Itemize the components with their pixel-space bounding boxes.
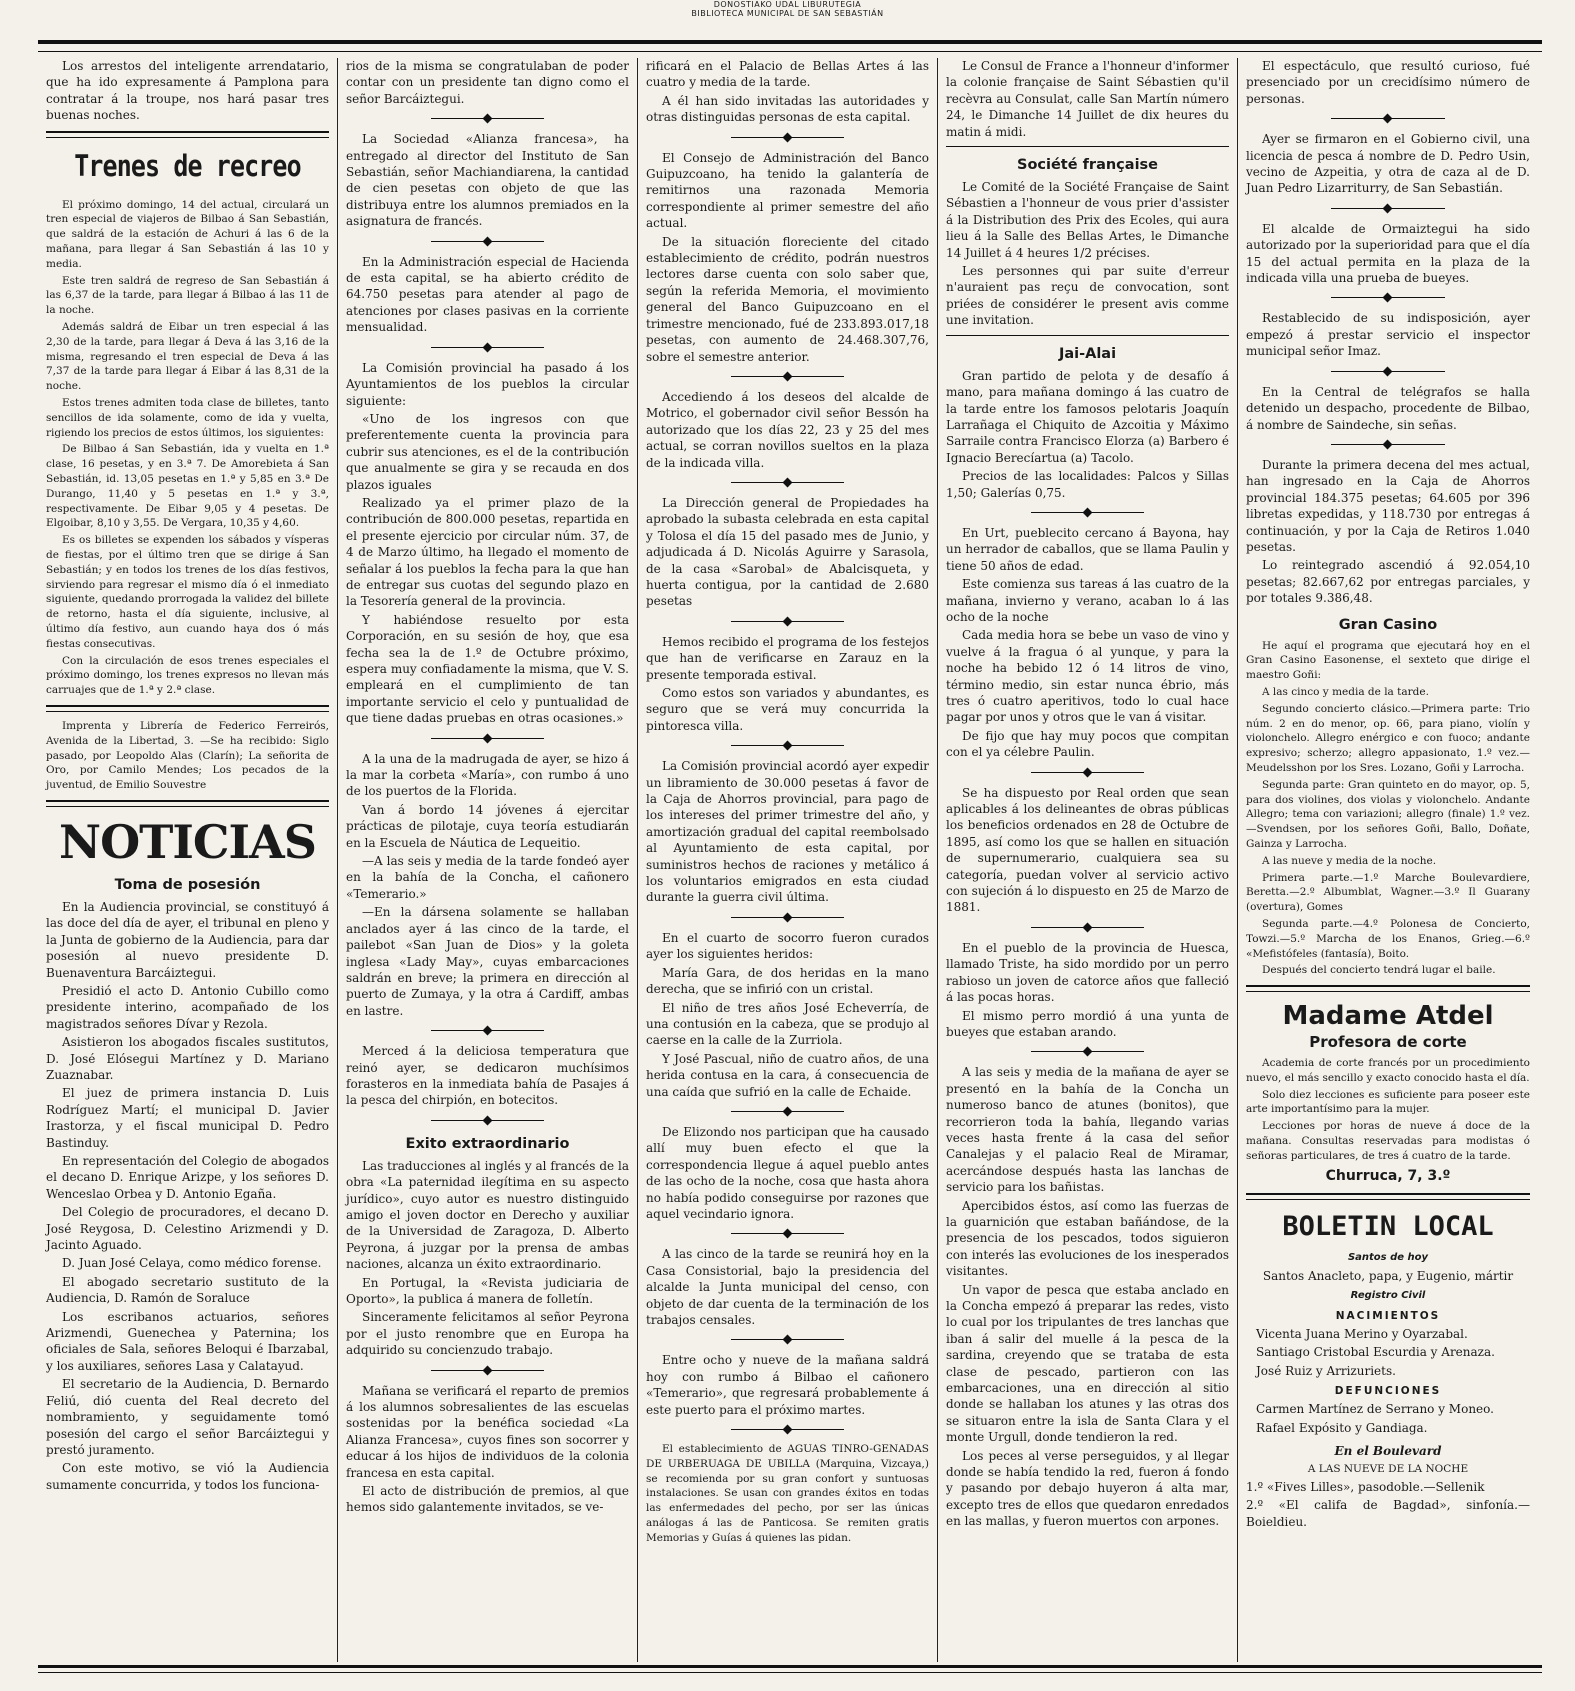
article-paragraph: Ayer se firmaron en el Gobierno civil, una licencia de pesca á nombre de D. Pedro Usin, vecino de Azpeitia, y otra de caza al de D. Juan Pedro Lizarriturry, de San Sebastián. bbox=[1246, 132, 1530, 196]
article-paragraph: En Portugal, la «Revista judiciaria de Oporto», la publica á manera de folletín. bbox=[346, 1275, 629, 1306]
article-paragraph: Sinceramente felicitamos al señor Peyrona por el justo renombre que en Europa ha adquirido su concienzudo trabajo. bbox=[346, 1310, 629, 1358]
column-3 bbox=[638, 58, 938, 1662]
santos-text: Santos Anacleto, papa, y Eugenio, mártir bbox=[1262, 1268, 1514, 1283]
ornament-divider bbox=[1331, 293, 1445, 303]
boulevard-item: 1.º «Fives Lilles», pasodoble.—Sellenik bbox=[1246, 1479, 1485, 1494]
article-paragraph: La Comisión provincial ha pasado á los Ayuntamientos de los pueblos la circular siguiente: bbox=[346, 360, 629, 408]
article-paragraph: rios de la misma se congratulaban de poder contar con un presidente tan digno como el señor Barcáiztegui. bbox=[346, 59, 629, 106]
article-paragraph: A las cinco y media de la tarde. bbox=[1262, 685, 1429, 698]
ornament-divider bbox=[731, 478, 844, 488]
ornament-divider bbox=[731, 617, 844, 627]
article-paragraph: En la Central de telégrafos se halla detenido un despacho, procedente de Bilbao, á nombre de Saindeche, sin señas. bbox=[1246, 384, 1530, 432]
article-paragraph: Los escribanos actuarios, señores Arizmendi, Guenechea y Paternina; los oficiales de Sala, señores Beloqui é Ibarzabal, y los auxiliares, señores Lasa y Calatayud. bbox=[46, 1309, 329, 1373]
ornament-divider bbox=[1031, 768, 1144, 778]
madame-heading: Madame Atdel bbox=[1282, 1001, 1494, 1032]
article-paragraph: A las cinco de la tarde se reunirá hoy en la Casa Consistorial, bajo la presidencia del alcalde la Junta municipal del censo, con objeto de dar cuenta de la terminación de los trabajos censales. bbox=[646, 1247, 929, 1327]
divider bbox=[1246, 985, 1530, 992]
article-paragraph: El juez de primera instancia D. Luis Rodríguez Martí; el municipal D. Javier Irastorza, y el fiscal municipal D. Pedro Bastinduy. bbox=[46, 1086, 329, 1150]
article-paragraph: El próximo domingo, 14 del actual, circulará un tren especial de viajeros de Bilbao á San Sebastián, que saldrá de la estación de Achuri á las 6 de la mañana, para llegar á San Sebastián á las 10 y media. bbox=[46, 198, 329, 270]
article-paragraph: Un vapor de pesca que estaba anclado en la Concha empezó á preparar las redes, visto lo cual por los tripulantes de tres lanchas que iban á salir del muelle á la pesca de la sardina, creyendo que se trataba de esta clase de pescado, partieron con las embarcaciones, una en dirección al sitio donde se hallaban los atunes y las otras dos se situaron entre la isla de Santa Clara y el monte Urgull, donde tendieron la red. bbox=[946, 1282, 1229, 1445]
article-paragraph: De fijo que hay muy pocos que compitan con el ya célebre Paulin. bbox=[946, 728, 1229, 760]
article-paragraph: Además saldrá de Eibar un tren especial á las 2,30 de la tarde, para llegar á Deva á las 3,16 de la misma, regresando el tren especial de Deva á las 7,37 de la tarde para llegar á Eibar á las 8,31 de la noche. bbox=[46, 321, 329, 393]
article-paragraph: Las traducciones al inglés y al francés de la obra «La paternidad ilegítima en su aspecto jurídico», cuyo autor es nuestro distinguido amigo el joven doctor en Derecho y auxiliar de la Universidad de Zaragoza, D. Alberto Peyrona, á juzgar por la prensa de ambas naciones, alcanza un éxito extraordinario. bbox=[346, 1158, 629, 1272]
societe-heading: Société française bbox=[1017, 157, 1158, 174]
article-paragraph: En la Administración especial de Hacienda de esta capital, se ha abierto crédito de 64.750 pesetas para atender al pago de atenciones por clases pasivas en la corriente mensualidad. bbox=[346, 254, 629, 335]
trenes-heading: Trenes de recreo bbox=[74, 148, 301, 183]
madame-subheading: Profesora de corte bbox=[1309, 1033, 1467, 1052]
intro-paragraph: Los arrestos del inteligente arrendatario, que ha ido expresamente á Pamplona para contratar á la troupe, nos hará pasar tres buenas noches. bbox=[46, 59, 329, 123]
article-paragraph: Accediendo á los deseos del alcalde de Motrico, el gobernador civil señor Bessón ha autorizado que los días 22, 23 y 25 del mes actual, se corran novillos sueltos en la plaza de la indicada villa. bbox=[646, 389, 929, 470]
article-paragraph: rificará en el Palacio de Bellas Artes á las cuatro y media de la tarde. bbox=[646, 59, 929, 90]
ornament-divider bbox=[1031, 1047, 1144, 1057]
imprenta-notice: Imprenta y Librería de Federico Ferreirós, Avenida de la Libertad, 3. —Se ha recibido: Siglo pasado, por Leopoldo Alas (Clarín); La señorita de Oro, por Camilo Mendes; Los pecados de la juventud, de Emilio Souvestre bbox=[46, 719, 329, 792]
ornament-divider bbox=[731, 1229, 844, 1239]
article-paragraph: El acto de distribución de premios, al que hemos sido galantemente invitados, se ve- bbox=[346, 1484, 629, 1515]
article-paragraph: Entre ocho y nueve de la mañana saldrá hoy con rumbo á Bilbao el cañonero «Temerario», que regresará probablemente á este puerto para el próximo martes. bbox=[646, 1353, 929, 1417]
ornament-divider bbox=[1331, 204, 1445, 214]
article-paragraph: Van á bordo 14 jóvenes á ejercitar prácticas de pilotaje, cuya teoría estudiarán en la Escuela de Náutica de Lequeitio. bbox=[346, 802, 629, 850]
article-paragraph: Lo reintegrado ascendió á 92.054,10 pesetas; 82.667,62 por entregas parciales, y por totales 9.386,48. bbox=[1246, 558, 1530, 606]
ornament-divider bbox=[1331, 114, 1445, 124]
article-paragraph: Mañana se verificará el reparto de premios á los alumnos sobresalientes de las escuelas sostenidas por la benéfica sociedad «La Alianza Francesa», cuyos fines son socorrer y educar á los hijos de individuos de la colonia francesa en esta capital. bbox=[346, 1383, 629, 1480]
article-paragraph: Y habiéndose resuelto por esta Corporación, en su sesión de hoy, que esa fecha sea la de 1.º de Octubre próximo, espera muy confiadamente la misma, que V. S. empleará en el cumplimiento de tan importante servicio el celo y puntualidad de que tiene dadas pruebas en otras ocasiones.» bbox=[346, 612, 629, 726]
article-paragraph: Este comienza sus tareas á las cuatro de la mañana, invierno y verano, acaban lo á las ocho de la noche bbox=[946, 577, 1229, 624]
article-paragraph: Después del concierto tendrá lugar el baile. bbox=[1262, 964, 1496, 977]
list-item: Carmen Martínez de Serrano y Moneo. bbox=[1256, 1402, 1494, 1417]
article-paragraph: El alcalde de Ormaiztegui ha sido autorizado por la superioridad para que el día 15 del actual permita en la plaza de la indicada villa una prueba de bueyes. bbox=[1246, 221, 1530, 286]
list-item: José Ruiz y Arrizuriets. bbox=[1256, 1363, 1396, 1378]
article-paragraph: Precios de las localidades: Palcos y Sillas 1,50; Galerías 0,75. bbox=[946, 469, 1229, 500]
article-paragraph: A las nueve y media de la noche. bbox=[1262, 854, 1437, 867]
jai-alai-heading: Jai-Alai bbox=[1058, 345, 1117, 362]
column-5 bbox=[1238, 58, 1538, 1662]
article-paragraph: La Sociedad «Alianza francesa», ha entregado al director del Instituto de San Sebastián, señor Machiandiarena, la cantidad de cien pesetas con objeto de que las distribuya entre los alumnos premiados en la asignatura de francés. bbox=[346, 132, 629, 229]
article-paragraph: Estos trenes admiten toda clase de billetes, tanto sencillos de ida solamente, como de ida y vuelta, rigiendo los precios de estos últimos, los siguientes: bbox=[46, 396, 329, 439]
divider bbox=[946, 335, 1229, 336]
article-paragraph: De la situación floreciente del citado establecimiento de crédito, podrán nuestros lectores darse cuenta con solo saber que, según la referida Memoria, el movimiento general del Banco Guipuzcoano en el trimestre mencionado, fué de 233.893.017,18 pesetas, con aumento de 24.468.307,76, sobre el semestre anterior. bbox=[646, 234, 929, 364]
article-paragraph: —A las seis y media de la tarde fondeó ayer en la bahía de la Concha, el cañonero «Temerario.» bbox=[346, 854, 629, 901]
ornament-divider bbox=[431, 1026, 544, 1036]
article-paragraph: En la Audiencia provincial, se constituyó á las doce del día de ayer, el tribunal en pleno y la Junta de gobierno de la Audiencia, para dar posesión al nuevo presidente D. Buenaventura Barcáiztegui. bbox=[46, 899, 329, 980]
article-paragraph: Este tren saldrá de regreso de San Sebastián á las 6,37 de la tarde, para llegar á Bilbao á las 11 de la noche. bbox=[46, 274, 329, 317]
divider bbox=[46, 800, 329, 807]
boulevard-time: A LAS NUEVE DE LA NOCHE bbox=[1307, 1463, 1469, 1476]
ornament-divider bbox=[731, 913, 844, 923]
article-paragraph: Primera parte.—1.º Marche Boulevardiere, Beretta.—2.º Albumblat, Wagner.—3.º Il Guarany (overtura), Gomes bbox=[1246, 871, 1530, 914]
top-rule bbox=[38, 40, 1542, 52]
article-paragraph: Como estos son variados y abundantes, es seguro que se verá muy concurrida la pintoresca villa. bbox=[646, 686, 929, 733]
advert-paragraph: Lecciones por horas de nueve á doce de la mañana. Consultas reservadas para modistas ó señoras particulares, de tres á cuatro de la tarde. bbox=[1246, 1120, 1530, 1162]
article-paragraph: Los peces al verse perseguidos, y al llegar donde se había tendido la red, fueron á fondo y pasando por debajo huyeron á alta mar, excepto tres de ellos que quedaron enredados en las mallas, y fueron muertos con arpones. bbox=[946, 1448, 1229, 1529]
ornament-divider bbox=[1031, 508, 1144, 518]
ornament-divider bbox=[431, 114, 544, 124]
article-paragraph: A las seis y media de la mañana de ayer se presentó en la bahía de la Concha un numeroso banco de atunes (bonitos), que recorrieron toda la bahía, llegando varias veces hasta frente á la casa del señor Canalejas y el palacio Real de Miramar, acercándose después hasta las lanchas de servicio para los bañistas. bbox=[946, 1065, 1229, 1195]
ornament-divider bbox=[431, 237, 544, 247]
divider bbox=[46, 131, 329, 138]
advert-paragraph: Academia de corte francés por un procedimiento nuevo, el más sencillo y exacto conocido hasta el día. bbox=[1246, 1057, 1530, 1084]
article-paragraph: «Uno de los ingresos con que preferentemente cuenta la provincia para cubrir sus atenciones, es el de la contribución que anualmente se gira y se recauda en dos plazos iguales bbox=[346, 411, 629, 492]
article-paragraph: Segunda parte: Gran quinteto en do mayor, op. 5, para dos violines, dos violas y violonchelo. Andante Allegro; tema con variazioni; allegro (finale) 1.º vez.—Svendsen, por los señores Goñi, Ballo, Doñate, Gainza y Larrocha. bbox=[1246, 778, 1530, 850]
article-paragraph: En el cuarto de socorro fueron curados ayer los siguientes heridos: bbox=[646, 930, 929, 962]
ornament-divider bbox=[731, 741, 844, 751]
article-paragraph: He aquí el programa que ejecutará hoy en el Gran Casino Easonense, el sexteto que dirige el maestro Goñi: bbox=[1246, 639, 1530, 682]
defunciones-list bbox=[1246, 1401, 1530, 1436]
ornament-divider bbox=[431, 343, 544, 353]
article-paragraph: El Consejo de Administración del Banco Guipuzcoano, ha tenido la galantería de remitirnos una razonada Memoria correspondiente al primer semestre del año actual. bbox=[646, 150, 929, 231]
ornament-divider bbox=[431, 734, 544, 744]
article-paragraph: —En la dársena solamente se hallaban anclados ayer á las cinco de la tarde, el pailebot «San Juan de Dios» y la goleta inglesa «Lady May», cuyas embarcaciones saldrán en breve; la primera en dirección al puerto de Zumaya, y la otra á Cardiff, ambas en lastre. bbox=[346, 905, 629, 1018]
article-paragraph: A la una de la madrugada de ayer, se hizo á la mar la corbeta «María», con rumbo á uno de los puertos de la Florida. bbox=[346, 751, 629, 799]
ornament-divider bbox=[731, 133, 844, 143]
column-1 bbox=[38, 58, 338, 1662]
article-paragraph: De Bilbao á San Sebastián, ida y vuelta en 1.ª clase, 16 pesetas, y en 3.ª 7. De Amorebieta á San Sebastián, id. 13,05 pesetas en 1.ª y 5,85 en 3.ª De Durango, 11,40 y 5 pesetas en 1.ª y 3.ª, respectivamente. De Eibar 9,05 y 4 pesetas. De Elgoibar, 8,10 y 3,55. De Vergara, 10,35 y 4,60. bbox=[46, 443, 329, 530]
article-paragraph: El mismo perro mordió á una yunta de bueyes que estaban arando. bbox=[946, 1008, 1229, 1039]
article-paragraph: Le Consul de France a l'honneur d'informer la colonie française de Saint Sébastien qu'il recèvra au Consulat, calle San Martín número 24, le Dimanche 14 Juillet de dix heures du matin á midi. bbox=[946, 59, 1229, 139]
casino-heading: Gran Casino bbox=[1338, 616, 1438, 633]
nacimientos-list bbox=[1246, 1326, 1530, 1379]
article-paragraph: Cada media hora se bebe un vaso de vino y vuelve á la fragua ó al yunque, y para la noche ha bebido 12 ó 14 litros de vino, término medio, sin estar nunca ébrio, más tres ó cuatro aperitivos, todo lo cual hace pagar por unos y otros que le van á visitar. bbox=[946, 628, 1229, 725]
bottom-rule bbox=[38, 1665, 1542, 1673]
article-paragraph: D. Juan José Celaya, como médico forense. bbox=[62, 1256, 322, 1271]
noticias-heading: NOTICIAS bbox=[59, 814, 316, 869]
list-item: Santiago Cristobal Escurdia y Arenaza. bbox=[1256, 1345, 1495, 1360]
ornament-divider bbox=[1331, 367, 1445, 377]
article-paragraph: El abogado secretario sustituto de la Audiencia, D. Ramón de Soraluce bbox=[46, 1274, 329, 1306]
article-paragraph: Durante la primera decena del mes actual, han ingresado en la Caja de Ahorros provincial 184.375 pesetas; 64.605 por 396 libretas expedidas, y 118.730 por entregas á continuación, y por la Caja de Retiros 1.040 pesetas. bbox=[1246, 457, 1530, 554]
article-paragraph: El secretario de la Audiencia, D. Bernardo Feliú, dió cuenta del Real decreto del nombramiento, y seguidamente tomó posesión del cargo el señor Barcáiztegui y prestó juramento. bbox=[46, 1377, 329, 1457]
article-paragraph: Es os billetes se expenden los sábados y vísperas de fiestas, por el último tren que se dirige á San Sebastián; y en todos los trenes de los días festivos, sirviendo para regresar el mismo día ó el inmediato siguiente, quedando prorrogada la validez del billete de retorno, hasta el día siguiente, inclusive, al último día festivo, aun cuando haya dos ó más fiestas consecutivas. bbox=[46, 534, 329, 650]
article-paragraph: En representación del Colegio de abogados el decano D. Enrique Arizpe, y los señores D. Wenceslao Orbea y D. Antonio Egaña. bbox=[46, 1154, 329, 1201]
ornament-divider bbox=[431, 1366, 544, 1376]
article-paragraph: De Elizondo nos participan que ha causado allí muy buen efecto el que la correspondencia llegue á aquel pueblo antes de las ocho de la noche, cosa que hasta ahora no había podido conseguirse por razones que aquel vecindario ignora. bbox=[646, 1124, 929, 1221]
column-2 bbox=[338, 58, 638, 1662]
divider bbox=[1246, 1193, 1530, 1200]
article-paragraph: Les personnes qui par suite d'erreur n'auraient pas reçu de convocation, sont priées de considérer le present avis comme une invitation. bbox=[946, 264, 1229, 328]
defunciones-heading: DEFUNCIONES bbox=[1334, 1385, 1442, 1398]
article-paragraph: Asistieron los abogados fiscales sustitutos, D. José Elósegui Martínez y D. Mariano Zuaznabar. bbox=[46, 1035, 329, 1082]
article-paragraph: Le Comité de la Société Française de Saint Sébastien a l'honneur de vous prier d'assister á la Distribution des Prix des Ecoles, qui aura lieu á la Salle des Bellas Artes, le Dimanche 14 Juillet á 4 heures 1/2 précises. bbox=[946, 180, 1229, 260]
article-paragraph: Segundo concierto clásico.—Primera parte: Trio núm. 2 en do menor, op. 66, para piano, violín y violonchelo. Allegro enérgico e con fuoco; andante expresivo; scherzo; allegro appasionato, 1.º vez.—Meudelsshon por los Sres. Lozano, Goñi y Larrocha. bbox=[1246, 702, 1530, 774]
divider bbox=[946, 146, 1229, 147]
article-paragraph: Con la circulación de esos trenes especiales el próximo domingo, los trenes expresos no llevan más carruajes que de 1.ª y 2.ª clase. bbox=[46, 654, 329, 697]
ornament-divider bbox=[731, 1107, 844, 1117]
article-paragraph: Merced á la deliciosa temperatura que reinó ayer, se dedicaron muchísimos forasteros en la inmediata bahía de Pasajes á la pesca del chirpión, en botecitos. bbox=[346, 1044, 629, 1108]
article-paragraph: Y José Pascual, niño de cuatro años, de una herida contusa en la cara, á consecuencia de una caída que sufrió en la calle de Echaide. bbox=[646, 1051, 929, 1099]
library-stamp-line2: BIBLIOTECA MUNICIPAL DE SAN SEBASTIÁN bbox=[691, 9, 884, 18]
library-stamp-line1: DONOSTIAKO UDAL LIBURUTEGIA bbox=[713, 0, 862, 9]
list-item: Rafael Expósito y Gandiaga. bbox=[1256, 1420, 1428, 1435]
boulevard-heading: En el Boulevard bbox=[1334, 1444, 1442, 1459]
article-paragraph: En Urt, pueblecito cercano á Bayona, hay un herrador de caballos, que se llama Paulin y tiene 50 años de edad. bbox=[946, 525, 1229, 573]
ornament-divider bbox=[431, 1116, 544, 1126]
exito-heading: Exito extraordinario bbox=[405, 1135, 570, 1152]
boulevard-item: 2.º «El califa de Bagdad», sinfonía.—Boieldieu. bbox=[1246, 1498, 1530, 1529]
madame-address: Churruca, 7, 3.º bbox=[1325, 1167, 1451, 1184]
article-paragraph: Hemos recibido el programa de los festejos que han de verificarse en Zarauz en la presente temporada estival. bbox=[646, 634, 929, 682]
ornament-divider bbox=[731, 1335, 844, 1345]
article-paragraph: En el pueblo de la provincia de Huesca, llamado Triste, ha sido mordido por un perro rabioso un joven de catorce años que falleció á las pocas horas. bbox=[946, 940, 1229, 1005]
article-paragraph: La Comisión provincial acordó ayer expedir un libramiento de 30.000 pesetas á favor de la Caja de Ahorros provincial, para pago de los intereses del primer trimestre del año, y amortización gradual del capital reembolsado al Ayuntamiento de esta capital, por suministros hechos de raciones y metálico á los voluntarios emigrados en esta ciudad durante la guerra civil última. bbox=[646, 759, 929, 905]
article-paragraph: A él han sido invitadas las autoridades y otras distinguidas personas de esta capital. bbox=[646, 93, 929, 125]
columns bbox=[38, 58, 1542, 1662]
article-paragraph: Restablecido de su indisposición, ayer empezó á prestar servicio el inspector municipal señor Imaz. bbox=[1246, 311, 1530, 359]
advert-paragraph: Solo diez lecciones es suficiente para poseer este arte importantísimo para la mujer. bbox=[1246, 1088, 1530, 1116]
boletin-heading: BOLETIN LOCAL bbox=[1282, 1210, 1494, 1242]
aguas-advert: El establecimiento de AGUAS TINRO-GENADAS DE URBERUAGA DE UBILLA (Marquina, Vizcaya,) se recomienda por su gran confort y suntuosas instalaciones. Se usan con grandes éxitos en todas las enfermedades del pecho, por ser las únicas análogas á las de Panticosa. Se remiten gratis Memorias y Guías á quienes las pidan. bbox=[646, 1443, 929, 1544]
ornament-divider bbox=[731, 1425, 844, 1435]
santos-heading: Santos de hoy bbox=[1347, 1251, 1429, 1263]
article-paragraph: Realizado ya el primer plazo de la contribución de 800.000 pesetas, repartida en el presente ejercicio por circular núm. 37, de 4 de Marzo último, ha llegado el momento de señalar á los pueblos la fecha para la que han de entregar sus cuotas del segundo plazo en la Tesorería general de la provincia. bbox=[346, 495, 629, 609]
ornament-divider bbox=[1031, 923, 1144, 933]
article-paragraph: El espectáculo, que resultó curioso, fué presenciado por un crecidísimo número de personas. bbox=[1246, 59, 1530, 106]
ornament-divider bbox=[731, 372, 844, 382]
article-paragraph: Presidió el acto D. Antonio Cubillo como presidente interino, acompañado de los magistrados señores Dívar y Rezola. bbox=[46, 983, 329, 1031]
article-paragraph: Apercibidos éstos, así como las fuerzas de la guarnición que estaban bañándose, de la presencia de los pescados, todos siguieron con interés las evoluciones de los inesperados visitantes. bbox=[946, 1198, 1229, 1279]
nacimientos-heading: NACIMIENTOS bbox=[1335, 1310, 1441, 1323]
article-paragraph: Con este motivo, se vió la Audiencia sumamente concurrida, y todos los funciona- bbox=[46, 1461, 329, 1492]
list-item: Vicenta Juana Merino y Oyarzabal. bbox=[1256, 1327, 1468, 1342]
article-paragraph: La Dirección general de Propiedades ha aprobado la subasta celebrada en esta capital y Tolosa el día 15 del pasado mes de Junio, y adjudicada á D. Nicolás Aguirre y Sarasola, de la casa «Sarobal» de Abalcisqueta, y huerta contigua, por la cantidad de 2.680 pesetas bbox=[646, 495, 929, 609]
ornament-divider bbox=[1331, 440, 1445, 450]
registro-heading: Registro Civil bbox=[1350, 1290, 1426, 1302]
article-paragraph: Se ha dispuesto por Real orden que sean aplicables á los delineantes de obras públicas los beneficios ordenados en 28 de Octubre de 1895, así como los que se hallen en situación de supernumerario, cualquiera sea su categoría, puedan volver al servicio activo con sujeción á lo dispuesto en 25 de Marzo de 1881. bbox=[946, 785, 1229, 915]
toma-heading: Toma de posesión bbox=[114, 876, 261, 893]
column-4 bbox=[938, 58, 1238, 1662]
article-paragraph: Segunda parte.—4.º Polonesa de Concierto, Towzi.—5.º Marcha de los Enanos, Grieg.—6.º «Mefistófeles (fantasía), Boito. bbox=[1246, 917, 1530, 960]
article-paragraph: El niño de tres años José Echeverría, de una contusión en la cabeza, que se produjo al caerse en la calle de la Zurriola. bbox=[646, 1000, 929, 1048]
article-paragraph: María Gara, de dos heridas en la mano derecha, que se infirió con un cristal. bbox=[646, 965, 929, 997]
article-paragraph: Del Colegio de procuradores, el decano D. José Reygosa, D. Celestino Arizmendi y D. Jacinto Aguado. bbox=[46, 1205, 329, 1253]
library-stamp bbox=[0, 0, 1575, 18]
article-paragraph: Gran partido de pelota y de desafío á mano, para mañana domingo á las cuatro de la tarde entre los famosos pelotaris Joaquín Larrañaga el Chiquito de Azcoitia y Máximo Sarraile contra Francisco Elorza (a) Barbero é Ignacio Berecíartua (a) Tacolo. bbox=[946, 368, 1229, 465]
divider bbox=[46, 705, 329, 712]
